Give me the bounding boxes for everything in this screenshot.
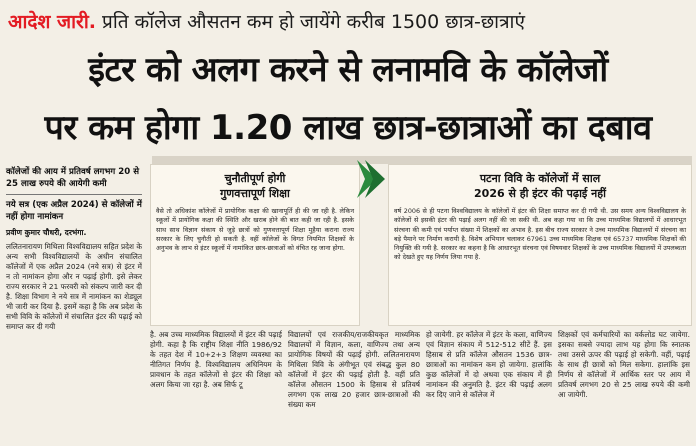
- box-challenge-text: वैसे तो अधिकांश कॉलेजों में प्रायोगिक कक्षा की खानापूर्ति ही की जा रही है. लेकिन स्कूलों में प्रायोगिक कक्षा की स्थिति और खराब होने की बात कही जा रही है. इसके साथ साथ विज्ञान संकाय से जुड़े छात्रों को गुणवत्तापूर्ण शिक्षा मुहैया कराना राज्य सरकार के लिए चुनौती हो सकती है. वहीं कॉलेजों के विगत नियमित शिक्षकों के अनुभव के लाभ से इंटर स्कूलों में नामांकित छात्र-छात्राओं को वंचित रह जाना होगा.: [156, 207, 354, 253]
- lead-body: ललितनारायण मिथिला विश्वविद्यालय सहित प्रदेश के अन्य सभी विश्वविद्यालयों के अधीन संचालित कॉलेजों में एक अप्रैल 2024 (नये सत्र) से इंटर में न तो नामांकन होगा और न पढ़ाई होगी. इसे लेकर राज्य सरकार ने 21 फरवरी को संकल्प जारी कर दी है. शिक्षा विभाग ने नये सत्र में नामांकन का शेड्यूल भी जारी कर दिया है. इसमें कहा है कि अब प्रदेश के सभी विवि के कॉलेजों में संचालित इंटर की पढ़ाई को समाप्त कर दी गयी: [6, 242, 142, 331]
- kicker-subtitle: प्रति कॉलेज औसतन कम हो जायेंगे करीब 1500 छात्र-छात्राएं: [102, 11, 525, 33]
- byline: प्रवीण कुमार चौधरी, दरभंगा.: [6, 228, 87, 237]
- box-challenge-heading-2: गुणवत्तापूर्ण शिक्षा: [220, 187, 290, 200]
- headline-line-1: इंटर को अलग करने से लनामवि के कॉलेजों: [88, 50, 608, 90]
- column-3: विद्यालयों एवं राजकीय/राजकीयकृत माध्यमिक विद्यालयों में विज्ञान, कला, वाणिज्य तथा अन्य प्रायोगिक विषयों की पढ़ाई होगी. ललितनारायण मिथिला विवि के अंगीभूत एवं संबद्ध कुल 80 कॉलेजों में इंटर की पढ़ाई होती है. वहीं प्रति कॉलेज औसतन 1500 के हिसाब से प्रतिवर्ष लगभग एक लाख 20 हजार छात्र-छात्राओं की संख्या कम: [288, 330, 420, 409]
- box-patna-text: वर्ष 2006 से ही पटना विश्वविद्यालय के कॉलेजों में इंटर की शिक्षा समाप्त कर दी गयी थी. उस समय अन्य विश्वविद्यालय के कॉलेजों से इसकी इंटर की पढ़ाई अलग नहीं की जा सकी थी. अब कहा गया था कि उच्च माध्यमिक विद्यालयों में आधारभूत संरचना की कमी एवं पर्याप्त संख्या में शिक्षकों का अभाव है. इस बीच राज्य सरकार ने उच्च माध्यमिक विद्यालयों में संरचना का बड़े पैमाने पर निर्माण करायी है. विशेष अभियान चलाकर 67961 उच्च माध्यमिक शिक्षक एवं 65737 माध्यमिक शिक्षकों की नियुक्ति की गयी है. सरकार का कहना है कि आधारभूत संरचना एवं विषयवार शिक्षकों के उच्च माध्यमिक विद्यालयों में उपलब्धता को देखते हुए यह निर्णय लिया गया है.: [394, 207, 686, 262]
- box-patna: [388, 164, 692, 326]
- column-4: हो जायेगी. हर कॉलेज में इंटर के कला, वाणिज्य एवं विज्ञान संकाय में 512-512 सीटें हैं. इस हिसाब से प्रति कॉलेज औसतन 1536 छात्र-छात्राओं का नामांकन कम हो जायेगा. हालांकि कुछ कॉलेजों में दो अथवा एक संकाय में ही नामांकन की अनुमति है. इंटर की पढ़ाई अलग कर दिए जाने से कॉलेज में: [426, 330, 552, 399]
- lead-column: [6, 166, 142, 394]
- kicker-dot: .: [88, 11, 96, 33]
- column-2: है. अब उच्च माध्यमिक विद्यालयों में इंटर की पढ़ाई होगी. कहा है कि राष्ट्रीय शिक्षा नीति 1986/92 के तहत देश में 10+2+3 शिक्षण व्यवस्था का नीतिगत निर्णय है. विश्वविद्यालय अधिनियम के प्रावधान के तहत कॉलेजों से इंटर की शिक्षा को अलग किया जा रहा है. अब सिर्फ टू: [150, 330, 282, 389]
- column-5: शिक्षकों एवं कर्मचारियों का वर्कलोड घट जायेगा. इसका सबसे ज्यादा लाभ यह होगा कि स्नातक तथा उससे ऊपर की पढ़ाई हो सकेगी. वहीं, पढ़ाई के साथ ही छात्रों को मिल सकेगा. हालांकि इस निर्णय से कॉलेजों में आर्थिक स्तर पर आय में प्रतिवर्ष लगभग 20 से 25 लाख रुपये की कमी आ जायेगी.: [558, 330, 690, 399]
- lead-highlight-2: नये सत्र (एक अप्रैल 2024) से कॉलेजों में नहीं होगा नामांकन: [6, 200, 142, 222]
- headline-line-2: पर कम होगा 1.20 लाख छात्र-छात्राओं का दबाव: [44, 108, 652, 148]
- arrow-icon: [355, 158, 385, 200]
- lead-rule: [6, 194, 142, 195]
- box-patna-heading-2: 2026 से ही इंटर की पढ़ाई नहीं: [474, 187, 606, 200]
- lead-highlight-1: कॉलेजों की आय में प्रतिवर्ष लगभग 20 से 25 लाख रुपये की आयेगी कमी: [6, 167, 140, 189]
- box-challenge: [150, 164, 360, 326]
- divider-strip: [152, 156, 692, 164]
- box-challenge-heading-1: चुनौतीपूर्ण होगी: [224, 172, 286, 185]
- box-patna-heading-1: पटना विवि के कॉलेजों में साल: [479, 172, 601, 185]
- kicker-tag: आदेश जारी: [8, 11, 89, 33]
- kicker: [8, 4, 688, 40]
